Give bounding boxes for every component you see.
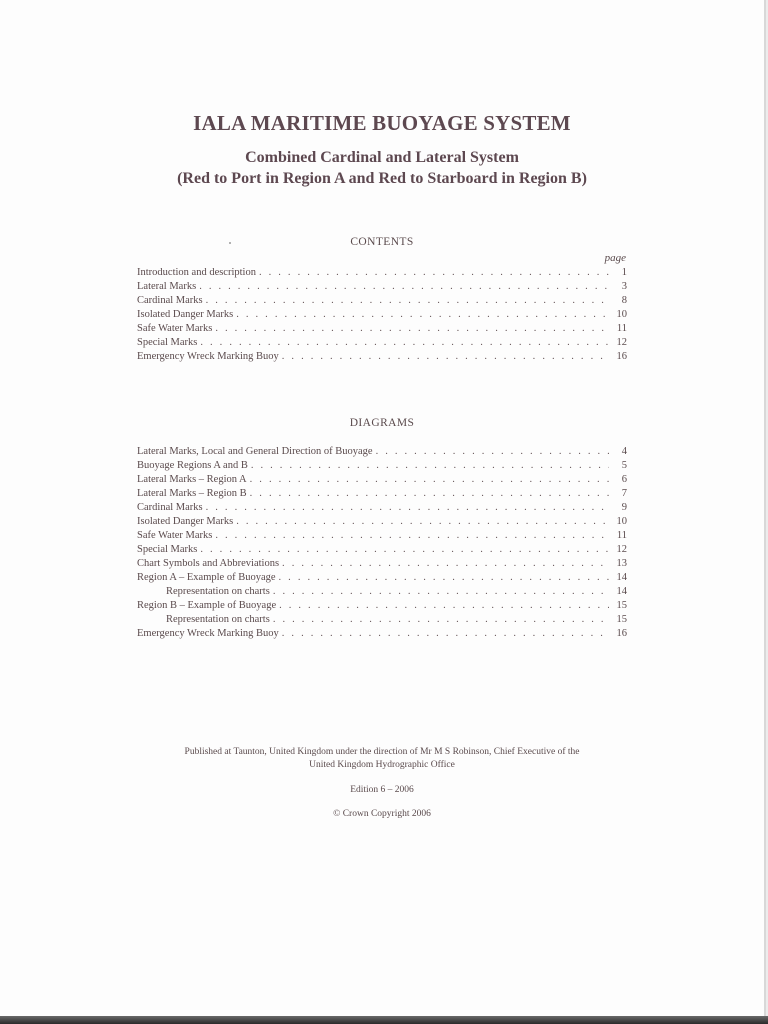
diagram-entry[interactable] xyxy=(137,599,627,613)
leader-dots xyxy=(236,515,609,529)
toc-entry-page: 1 xyxy=(621,267,627,278)
diagram-entry[interactable] xyxy=(137,627,627,641)
leader-dots xyxy=(250,473,609,487)
toc-entry-label: Cardinal Marks xyxy=(137,295,203,306)
diagram-entry-page: 14 xyxy=(616,572,627,583)
toc-entry[interactable] xyxy=(137,350,627,364)
leader-dots xyxy=(206,294,609,308)
toc-entry-label: Isolated Danger Marks xyxy=(137,309,234,320)
leader-dots xyxy=(279,571,609,585)
leader-dots xyxy=(273,613,609,627)
diagram-entry-label: Emergency Wreck Marking Buoy xyxy=(137,628,279,639)
diagram-entry-label: Region A – Example of Buoyage xyxy=(137,572,276,583)
toc-entry-label: Safe Water Marks xyxy=(137,323,213,334)
diagram-entry-label: Safe Water Marks xyxy=(137,530,213,541)
toc-entry-page: 16 xyxy=(616,351,627,362)
diagram-entry-page: 6 xyxy=(621,474,627,485)
leader-dots xyxy=(250,487,609,501)
diagram-entry[interactable] xyxy=(137,459,627,473)
toc-entry[interactable] xyxy=(137,336,627,350)
diagram-entry-page: 15 xyxy=(616,600,627,611)
diagram-entry-page: 15 xyxy=(616,614,627,625)
diagram-entry-page: 13 xyxy=(616,558,627,569)
diagram-entry-page: 4 xyxy=(621,446,627,457)
leader-dots xyxy=(236,308,609,322)
toc-entry-page: 10 xyxy=(616,309,627,320)
leader-dots xyxy=(273,585,609,599)
leader-dots xyxy=(376,445,609,459)
diagram-entry-page: 10 xyxy=(616,516,627,527)
diagram-entry[interactable] xyxy=(137,557,627,571)
diagram-entry-label: Special Marks xyxy=(137,544,198,555)
diagram-entry[interactable] xyxy=(137,487,627,501)
contents-list xyxy=(137,266,627,364)
diagram-entry[interactable] xyxy=(137,529,627,543)
diagrams-list xyxy=(137,445,627,641)
toc-entry-label: Emergency Wreck Marking Buoy xyxy=(137,351,279,362)
document-subtitle-line-2: (Red to Port in Region A and Red to Starboard in Region B) xyxy=(177,170,587,187)
diagram-entry-label: Representation on charts xyxy=(166,614,270,625)
leader-dots xyxy=(282,557,609,571)
leader-dots xyxy=(251,459,609,473)
toc-entry-page: 8 xyxy=(621,295,627,306)
diagram-entry-page: 7 xyxy=(621,488,627,499)
diagram-entry-label: Lateral Marks – Region B xyxy=(137,488,247,499)
document-subtitle-line-1: Combined Cardinal and Lateral System xyxy=(245,149,519,166)
diagram-entry[interactable] xyxy=(137,515,627,529)
diagram-entry-label: Cardinal Marks xyxy=(137,502,203,513)
diagram-entry[interactable] xyxy=(137,473,627,487)
diagram-entry[interactable] xyxy=(137,501,627,515)
leader-dots xyxy=(215,322,609,336)
leader-dots xyxy=(259,266,609,280)
toc-entry[interactable] xyxy=(137,308,627,322)
diagram-entry-page: 9 xyxy=(621,502,627,513)
toc-entry[interactable] xyxy=(137,294,627,308)
leader-dots xyxy=(199,280,609,294)
publisher-note-line-1: Published at Taunton, United Kingdom under the direction of Mr M S Robinson, Chief Executive of the xyxy=(184,747,580,757)
diagram-entry-label: Representation on charts xyxy=(166,586,270,597)
diagram-entry-page: 11 xyxy=(616,530,627,541)
toc-entry-page: 12 xyxy=(616,337,627,348)
diagrams-heading: DIAGRAMS xyxy=(349,417,415,429)
diagram-entry-sub[interactable] xyxy=(137,585,627,599)
diagram-entry-label: Buoyage Regions A and B xyxy=(137,460,248,471)
publisher-note-line-2: United Kingdom Hydrographic Office xyxy=(309,760,455,770)
page-bottom-edge xyxy=(0,1016,768,1024)
leader-dots xyxy=(200,543,609,557)
diagram-entry-page: 5 xyxy=(621,460,627,471)
toc-entry[interactable] xyxy=(137,322,627,336)
diagram-entry[interactable] xyxy=(137,571,627,585)
diagram-entry[interactable] xyxy=(137,445,627,459)
leader-dots xyxy=(279,599,609,613)
leader-dots xyxy=(282,350,609,364)
toc-entry-label: Special Marks xyxy=(137,337,198,348)
diagram-entry-sub[interactable] xyxy=(137,613,627,627)
diagram-entry-label: Chart Symbols and Abbreviations xyxy=(137,558,280,569)
toc-entry-page: 11 xyxy=(616,323,627,334)
diagram-entry[interactable] xyxy=(137,543,627,557)
edition-note: Edition 6 – 2006 xyxy=(350,785,414,795)
leader-dots xyxy=(215,529,609,543)
diagram-entry-page: 16 xyxy=(616,628,627,639)
diagram-entry-label: Lateral Marks – Region A xyxy=(137,474,247,485)
leader-dots xyxy=(282,627,609,641)
diagram-entry-label: Region B – Example of Buoyage xyxy=(137,600,277,611)
toc-entry[interactable] xyxy=(137,266,627,280)
toc-entry-page: 3 xyxy=(621,281,627,292)
leader-dots xyxy=(206,501,609,515)
toc-entry[interactable] xyxy=(137,280,627,294)
copyright-note: © Crown Copyright 2006 xyxy=(333,809,431,819)
diagram-entry-label: Isolated Danger Marks xyxy=(137,516,234,527)
contents-heading: CONTENTS xyxy=(350,236,414,248)
leader-dots xyxy=(200,336,609,350)
toc-entry-label: Introduction and description xyxy=(137,267,256,278)
toc-entry-label: Lateral Marks xyxy=(137,281,197,292)
diagram-entry-page: 12 xyxy=(616,544,627,555)
page-column-label: page xyxy=(604,252,626,264)
diagram-entry-label: Lateral Marks, Local and General Direction of Buoyage xyxy=(137,446,373,457)
diagram-entry-page: 14 xyxy=(616,586,627,597)
document-title: IALA MARITIME BUOYAGE SYSTEM xyxy=(193,111,571,135)
